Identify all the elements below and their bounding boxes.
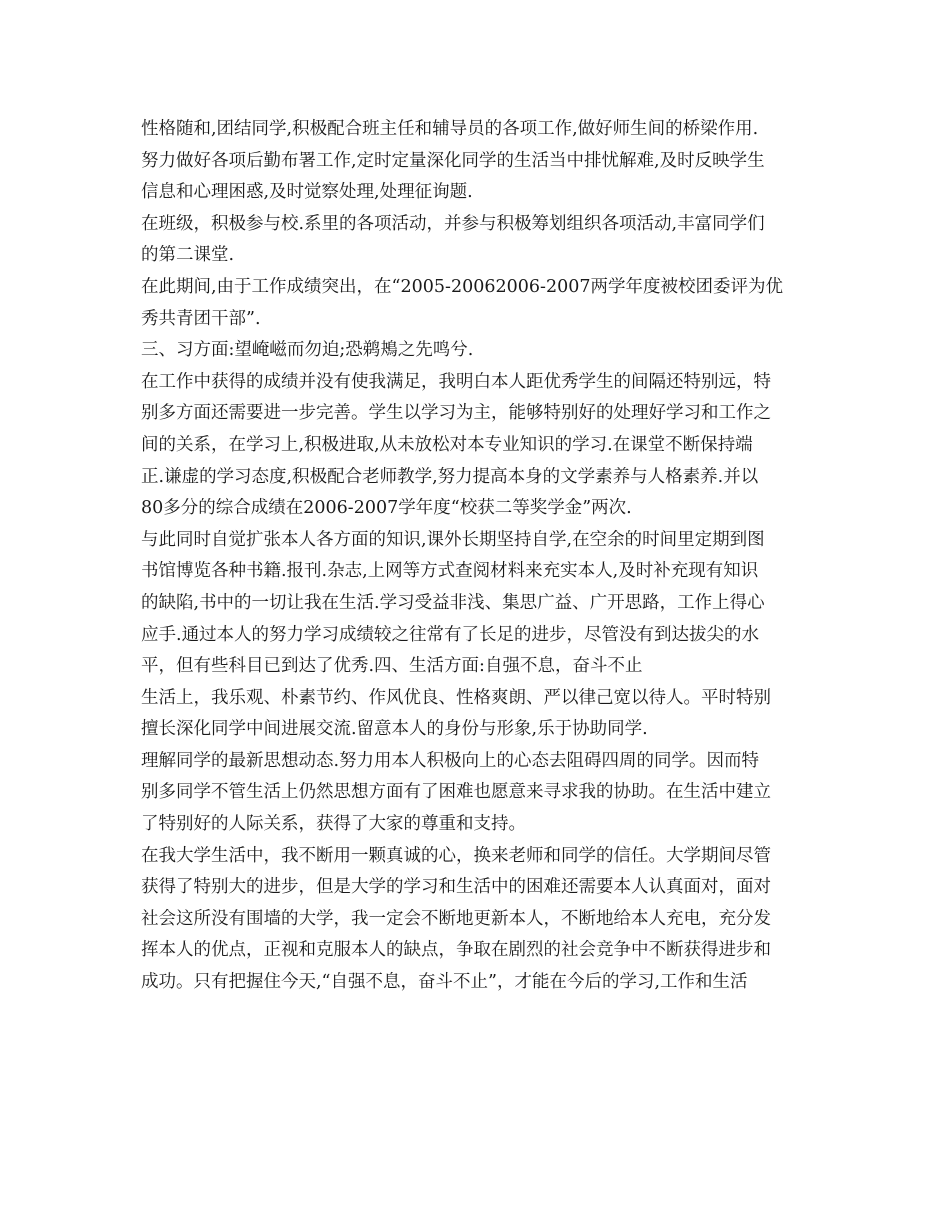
text-line: 在此期间,由于工作成绩突出，在“2005-20062006-2007两学年度被校团委评为优 [141,276,783,297]
document-body [141,114,831,999]
text-line: 别多同学不管生活上仍然思想方面有了困难也愿意来寻求我的协助。在生活中建立 [141,782,771,803]
text-line: 80多分的综合成绩在2006-2007学年度“校获二等奖学金”两次. [141,498,632,519]
text-line: 挥本人的优点，正视和克服本人的缺点，争取在剧烈的社会竞争中不断获得进步和 [141,940,771,961]
text-line: 了特别好的人际关系，获得了大家的尊重和支持。 [141,814,526,835]
text-line: 间的关系，在学习上,积极进取,从未放松对本专业知识的学习.在课堂不断保持端 [141,434,753,455]
text-line: 信息和心理困惑,及时觉察处理,处理征询题. [141,182,473,203]
text-line: 的缺陷,书中的一切让我在生活.学习受益非浅、集思广益、广开思路，工作上得心 [141,592,765,613]
section-heading: 三、习方面:望崦嵫而勿迫;恐鹈鴂之先鸣兮. [141,340,474,361]
text-line: 获得了特别大的进步，但是大学的学习和生活中的困难还需要本人认真面对，面对 [141,877,771,898]
text-line: 别多方面还需要进一步完善。学生以学习为主，能够特别好的处理好学习和工作之 [141,403,771,424]
text-line: 努力做好各项后勤布署工作,定时定量深化同学的生活当中排忧解难,及时反映学生 [141,150,765,171]
text-line: 擅长深化同学中间进展交流.留意本人的身份与形象,乐于协助同学. [141,719,648,740]
text-line: 应手.通过本人的努力学习成绩较之往常有了长足的进步，尽管没有到达拔尖的水 [141,624,760,645]
text-line: 在我大学生活中，我不断用一颗真诚的心，换来老师和同学的信任。大学期间尽管 [141,845,771,866]
text-line: 与此同时自觉扩张本人各方面的知识,课外长期坚持自学,在空余的时间里定期到图 [141,529,765,550]
text-line: 正.谦虚的学习态度,积极配合老师教学,努力提高本身的文学素养与人格素养.并以 [141,466,759,487]
text-line: 在工作中获得的成绩并没有使我满足，我明白本人距优秀学生的间隔还特别远，特 [141,371,771,392]
text-line: 生活上，我乐观、朴素节约、作风优良、性格爽朗、严以律己宽以待人。平时特别 [141,687,771,708]
text-line: 成功。只有把握住今天,“自强不息，奋斗不止”，才能在今后的学习,工作和生活 [141,972,748,993]
text-line: 的第二课堂. [141,245,235,266]
text-line: 书馆博览各种书籍.报刊.杂志,上网等方式查阅材料来充实本人,及时补充现有知识 [141,561,759,582]
text-line: 在班级，积极参与校.系里的各项活动，并参与积极筹划组织各项活动,丰富同学们 [141,213,765,234]
text-line: 平，但有些科目已到达了优秀.四、生活方面:自强不息，奋斗不止 [141,656,643,677]
text-line: 秀共青团干部”. [141,308,261,329]
text-line: 性格随和,团结同学,积极配合班主任和辅导员的各项工作,做好师生间的桥梁作用. [141,119,759,139]
text-line: 理解同学的最新思想动态.努力用本人积极向上的心态去阻碍四周的同学。因而特 [141,750,760,771]
text-line: 社会这所没有围墙的大学，我一定会不断地更新本人，不断地给本人充电，充分发 [141,908,771,929]
